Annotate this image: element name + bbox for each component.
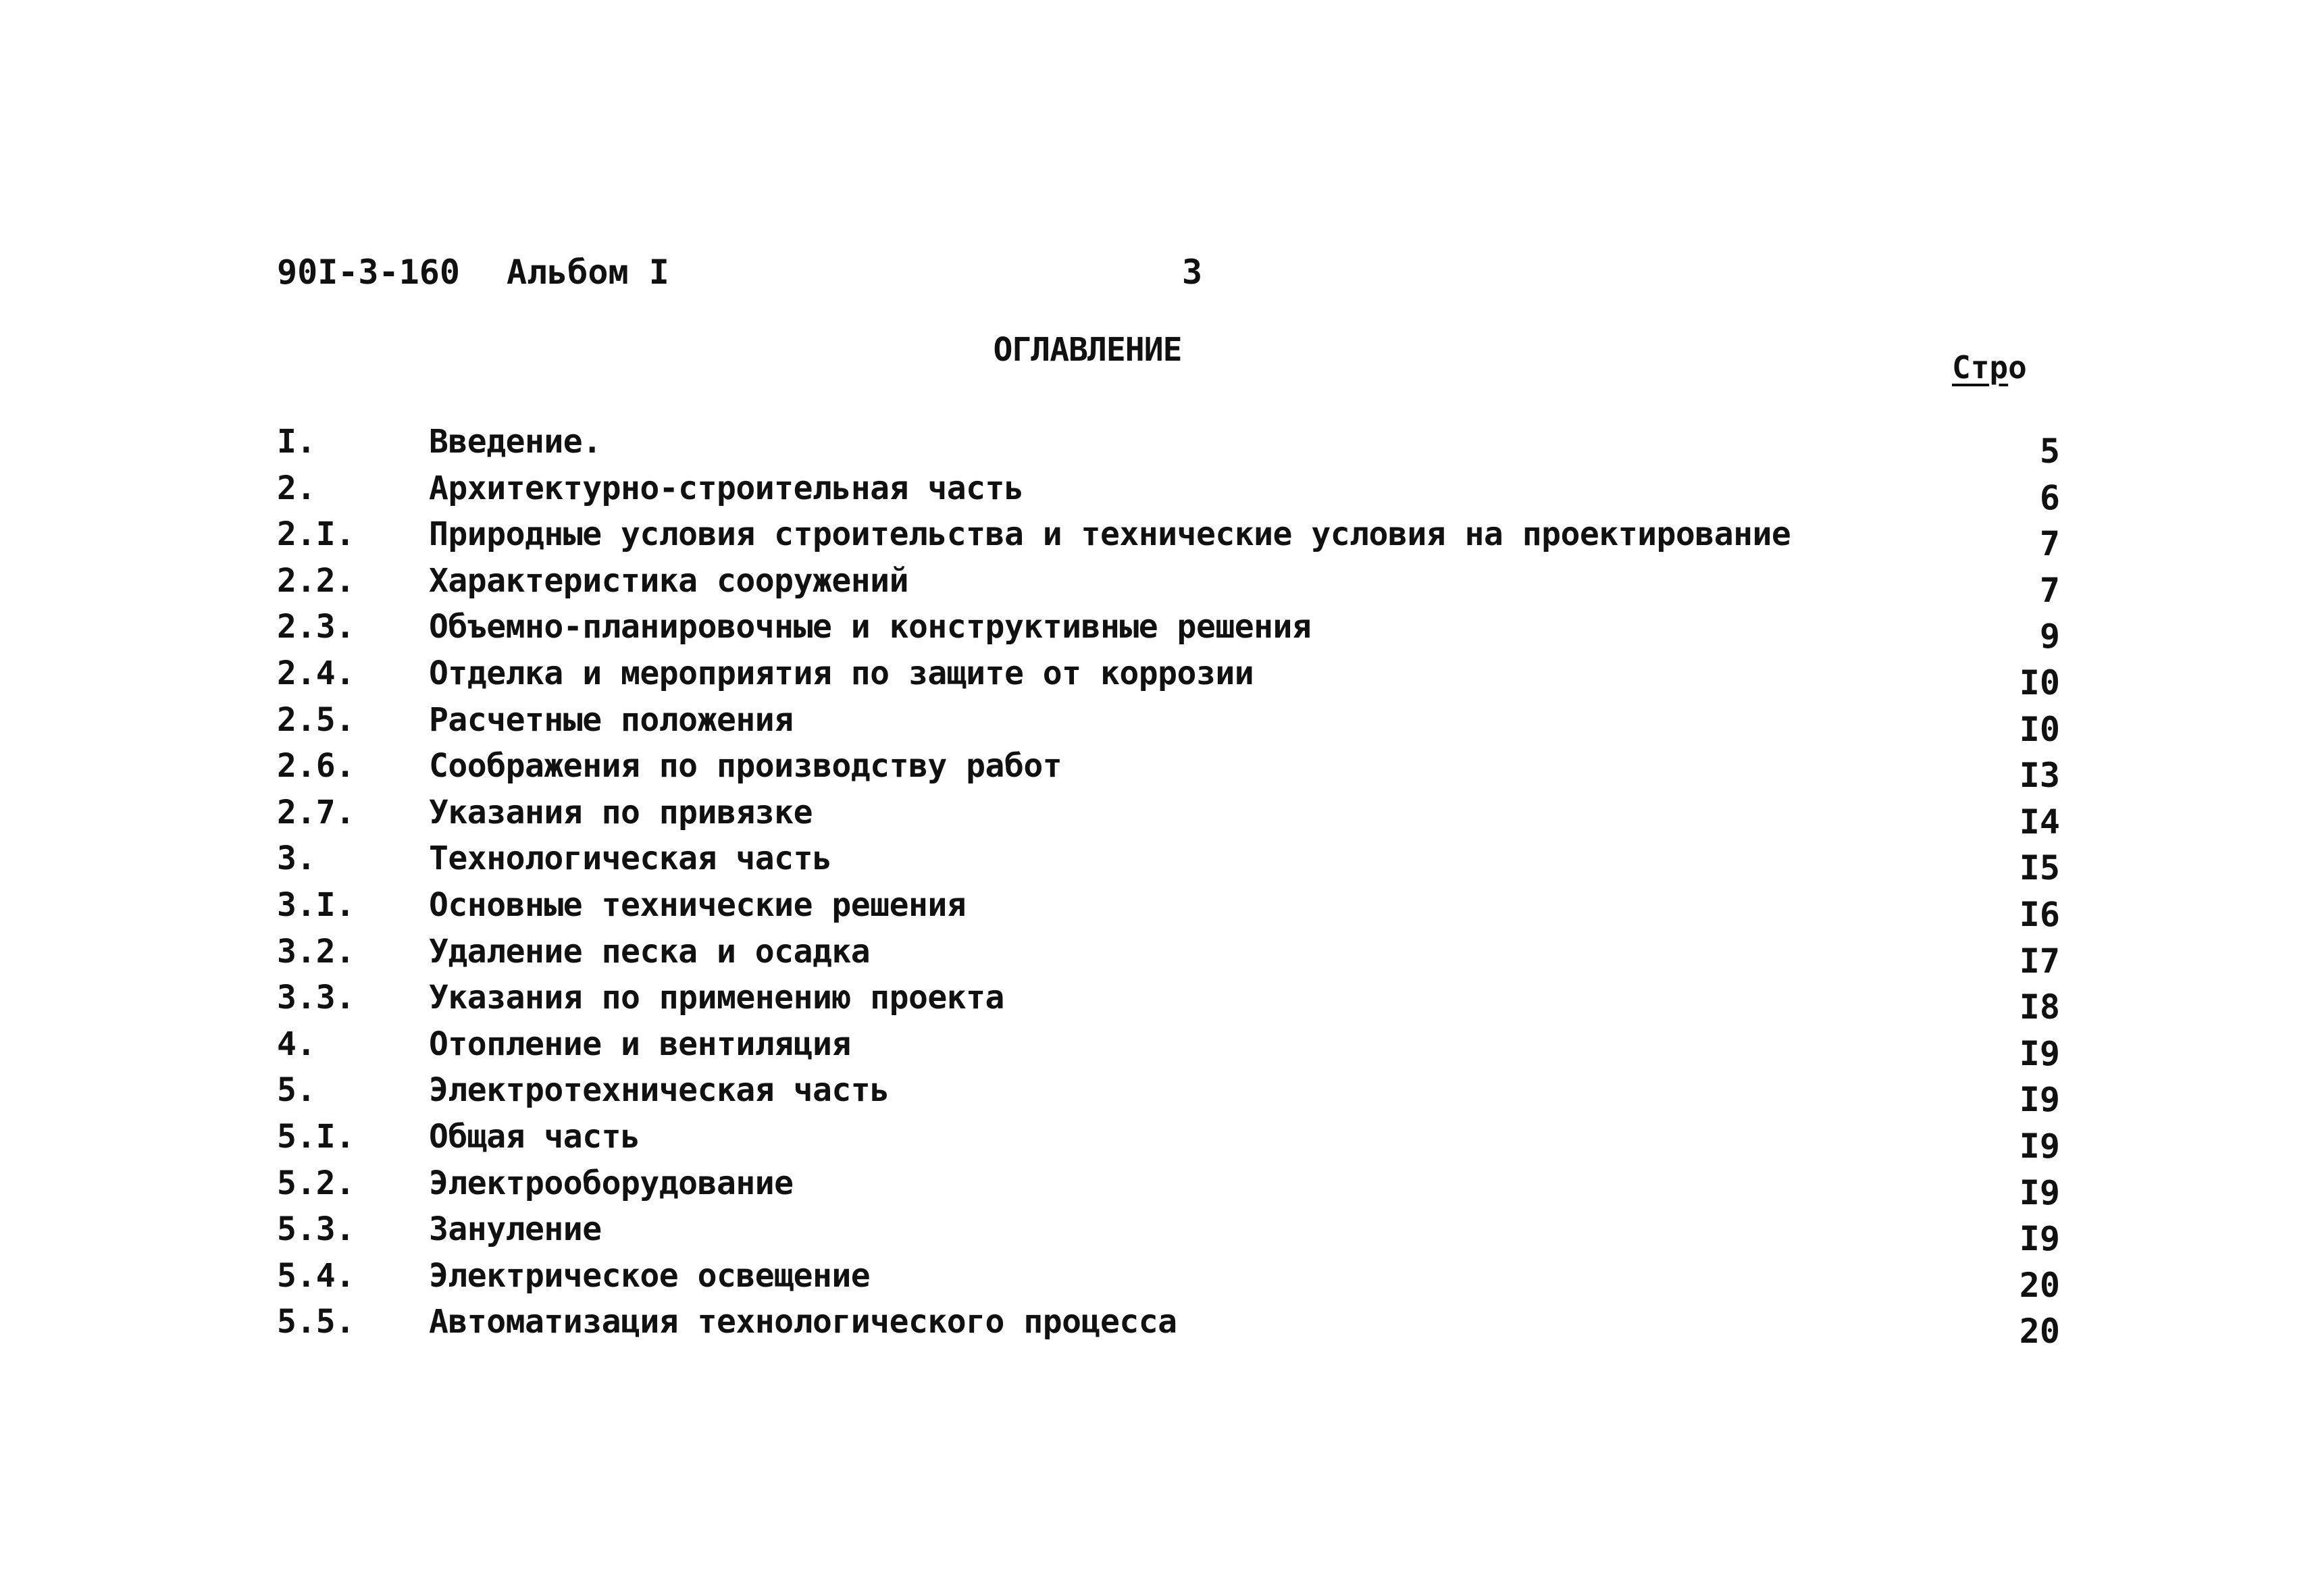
toc-entry-number: 2.I. (277, 515, 355, 554)
toc-entry-number: 5. (277, 1071, 316, 1110)
toc-entry-title: Электрооборудование (429, 1164, 794, 1202)
page-column-label (1952, 347, 2027, 388)
toc-entry-page: I0 (2019, 663, 2060, 702)
toc-entry-title: Удаление песка и осадка (429, 932, 871, 971)
toc-entry (277, 604, 2060, 657)
toc-entry-page: I0 (2019, 709, 2060, 749)
page-column-label-suffix: о (2008, 349, 2027, 386)
toc-entry (277, 835, 2060, 888)
toc-entry-number: 2.3. (277, 608, 355, 646)
toc-entry (277, 790, 2060, 842)
toc-entry-number: 2.2. (277, 561, 355, 600)
toc-entry (277, 650, 2060, 702)
toc-title: ОГЛАВЛЕНИЕ (993, 331, 1182, 369)
toc-entry-number: 5.3. (277, 1210, 355, 1249)
toc-entry-page: I9 (2019, 1219, 2060, 1259)
toc-entry-page: I4 (2019, 802, 2060, 842)
toc-entry-title: Введение. (429, 423, 602, 461)
toc-entry-title: Соображения по производству работ (429, 747, 1062, 786)
toc-entry-title: Основные технические решения (429, 885, 967, 924)
toc-entry-page: I9 (2019, 1126, 2060, 1166)
toc-entry (277, 1114, 2060, 1166)
toc-entry-page: I9 (2019, 1033, 2060, 1073)
toc-entry (277, 929, 2060, 981)
toc-entry-title: Автоматизация технологического процесса (429, 1303, 1177, 1341)
toc-entry-page: 20 (2019, 1312, 2060, 1352)
toc-entry-title: Отделка и мероприятия по защите от коррозии (429, 654, 1254, 692)
toc-entry-number: 5.2. (277, 1164, 355, 1202)
toc-entry-page: I8 (2019, 987, 2060, 1027)
page-number: 3 (1182, 253, 1203, 292)
toc-entry-number: I. (277, 423, 316, 461)
toc-entry-number: 2. (277, 469, 316, 507)
toc-entry (277, 743, 2060, 796)
toc-entry-page: I5 (2019, 848, 2060, 888)
toc-entry (277, 882, 2060, 934)
toc-entry-title: Зануление (429, 1210, 602, 1249)
toc-entry (277, 511, 2060, 564)
toc-entry-number: 2.4. (277, 654, 355, 692)
toc-entry (277, 1160, 2060, 1212)
toc-entry (277, 1021, 2060, 1073)
document-code: 90I-3-160 (277, 253, 460, 292)
toc-entry-page: I7 (2019, 941, 2060, 981)
toc-entry-page: 5 (2039, 432, 2060, 471)
toc-entry-number: 3.3. (277, 979, 355, 1017)
album-label: Альбом I (507, 253, 669, 292)
toc-entry-title: Отопление и вентиляция (429, 1025, 851, 1063)
toc-entry (277, 1067, 2060, 1120)
toc-entry-number: 2.6. (277, 747, 355, 786)
toc-entry-page: 7 (2039, 524, 2060, 564)
toc-entry-title: Характеристика сооружений (429, 561, 908, 600)
toc-entry-page: 9 (2039, 617, 2060, 657)
toc-entry-number: 3.I. (277, 885, 355, 924)
toc-entry-number: 5.I. (277, 1117, 355, 1156)
toc-entry-title: Архитектурно-строительная часть (429, 469, 1024, 507)
toc-entry (277, 419, 2060, 471)
toc-entry-page: I9 (2019, 1173, 2060, 1212)
toc-entry-title: Электрическое освещение (429, 1256, 871, 1295)
toc-entry (277, 975, 2060, 1027)
toc-entry-title: Расчетные положения (429, 700, 794, 739)
toc-entry-title: Общая часть (429, 1117, 640, 1156)
toc-entry-title: Природные условия строительства и технические условия на проектирование (429, 515, 1791, 554)
toc-entry-page: 20 (2019, 1265, 2060, 1305)
toc-entry-title: Указания по применению проекта (429, 979, 1004, 1017)
page-column-label-text: Стр (1952, 349, 2009, 386)
toc-entry-title: Указания по привязке (429, 793, 813, 831)
toc-entry-page: I3 (2019, 756, 2060, 796)
toc-entry-page: I6 (2019, 894, 2060, 934)
toc-entry (277, 465, 2060, 517)
toc-entry-number: 4. (277, 1025, 316, 1063)
page-header (277, 249, 2101, 296)
toc-entry-page: 6 (2039, 478, 2060, 517)
toc-entry-number: 3. (277, 840, 316, 878)
toc-entry-title: Электротехническая часть (429, 1071, 890, 1110)
toc-entry-page: I9 (2019, 1080, 2060, 1120)
toc-entry-number: 5.4. (277, 1256, 355, 1295)
toc-entry-page: 7 (2039, 570, 2060, 610)
toc-entry-title: Объемно-планировочные и конструктивные решения (429, 608, 1312, 646)
toc-entry (277, 558, 2060, 610)
toc-entry-number: 3.2. (277, 932, 355, 971)
toc-entry-number: 5.5. (277, 1303, 355, 1341)
toc-entry (277, 1299, 2060, 1352)
toc-entry (277, 1206, 2060, 1259)
toc-entry (277, 697, 2060, 749)
toc-list (277, 419, 2060, 1352)
toc-entry-number: 2.5. (277, 700, 355, 739)
toc-entry (277, 1253, 2060, 1305)
toc-entry-number: 2.7. (277, 793, 355, 831)
toc-entry-title: Технологическая часть (429, 840, 832, 878)
